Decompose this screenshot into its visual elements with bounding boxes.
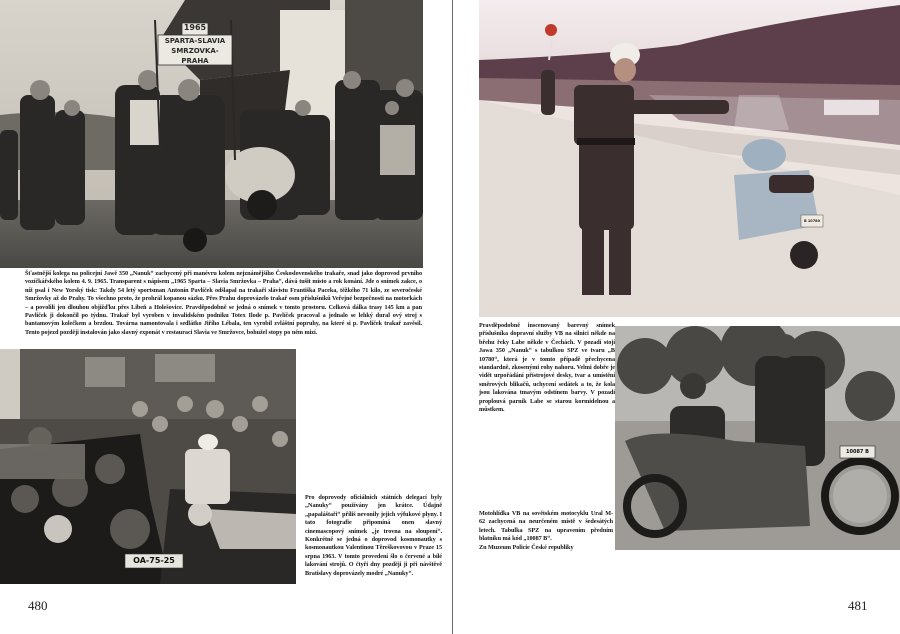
sidecar-caption-text: Motohlídka VB na sovětském motocyklu Ural M-62 zachycená na neurčeném místě v šedesátých letech. Tabulka SPZ na upravením předním blatníku má kód „10087 B“. [479,510,613,543]
page-number-right: 481 [848,598,868,613]
sidecar-motorcycle-photo [615,326,900,550]
sidecar-caption [479,510,613,552]
sign-line-1: SPARTA-SLAVIA [164,37,226,45]
side-caption: Pro doprovody oficiálních státních delegací byly „Nanuky“ používány jen krátce. Údajně „papaláštaři“ příliš nevonily jejich výfukové plyny. I tato fotografie připomíná onen slavný cinemascopový snímek „je trovna na sloupení“. Konkrétně se jedná o doprovod kosmonautky s kosmonautkou Valentinou Těreškovovou v Praze 15 srpna 1963. V tomto provedení šlo o červené a bílé lakování strojů. O čtyři dny později ji při návštěvě Bratislavy doprovázely modré „Nanuky“. [305,494,442,577]
page-number-left: 480 [28,598,48,613]
sidecar-license-plate: 10087 B [846,449,869,455]
sign-year: 1965 [183,23,207,32]
photo-credit: Zn Muzeum Policie České republiky [479,543,574,551]
sign-line-2: SMRZOVKA-PRAHA [171,47,219,65]
traffic-officer-photo [479,0,900,317]
officer-caption: Pravděpodobně inscenovaný barevný snímek příslušníka dopravní služby VB na silnici někde na břehu řeky Labe někde v Čechách. V pozadí stojí Jawa 350 „Nanuk“ s tabulkou SPZ ve tvaru „B 10780“, která je v tomto případě přechycena standardně, zkosenými rohy nahoru. Velmi dobře je vidět urpořádání přístrojové desky, tvar a umístění směrových blikačů, uchycení sedátek a to, že kola jsou lakována tmavým odstínem barvy. V pozadí proplouvá parník Labe se starou kormidelnou a můstkem. [479,322,615,414]
race-sign [158,23,232,66]
scooter-license-plate: B 10780 [803,219,821,223]
main-caption: Šťastnější kolega na policejní Jawě 350 „Nanuk“ zachycený při manévru kolem nejznámějšího Československého trakaře, snad jako doprovod prvního vozíčkářského kolem 4. 9. 1965. Transparent s nápisem „1965 Sparta – Slavia Smržovka – Praha“, dává tušit místo a rok konání. Jde o snímek zakce, o níž psal i New Yorský tisk: Takdy 54 letý sportsman Antonín Pavlíček odšlapal na trakaři slávistu Františka Paceka, těžkého 71 kilo, ze severočeské Smržovky až do Prahy. To všechno proto, že prohrál kopanou sázku. Přes Prahu doprovázelo trakař osm příslušníků Veřejné bezpečnosti na motorkách – a povolili jen dlouhou objížďku přes Libeň a Holešovice. Pravděpodobně se jedná o snímek v tomto prostoru. Celková dálka trasy 145 km a pan Pavlíček ji dokončil po týdnu. Trakař byl vyroben v invalidském podniku Totex Ilode p. Pavlíček pracoval a jednalo se lehký dural ový stroj s bantamovým kolečkem a brzdou. Továrna namontovala i sedlátko Jiřího Lébala, ten vyrobil zvláštní popruhy, na které si p. Pavlíček trakař zavěsil. Tento pojezd později instalován jako slavný exponát v restauraci Slavia ve Smržovce, bohužel stopy po něm mizí. [25,270,422,336]
right-page [453,0,900,634]
race-start-photo [0,0,423,268]
parade-car-photo [0,349,296,584]
parade-license-plate: OA-75-25 [133,556,175,565]
